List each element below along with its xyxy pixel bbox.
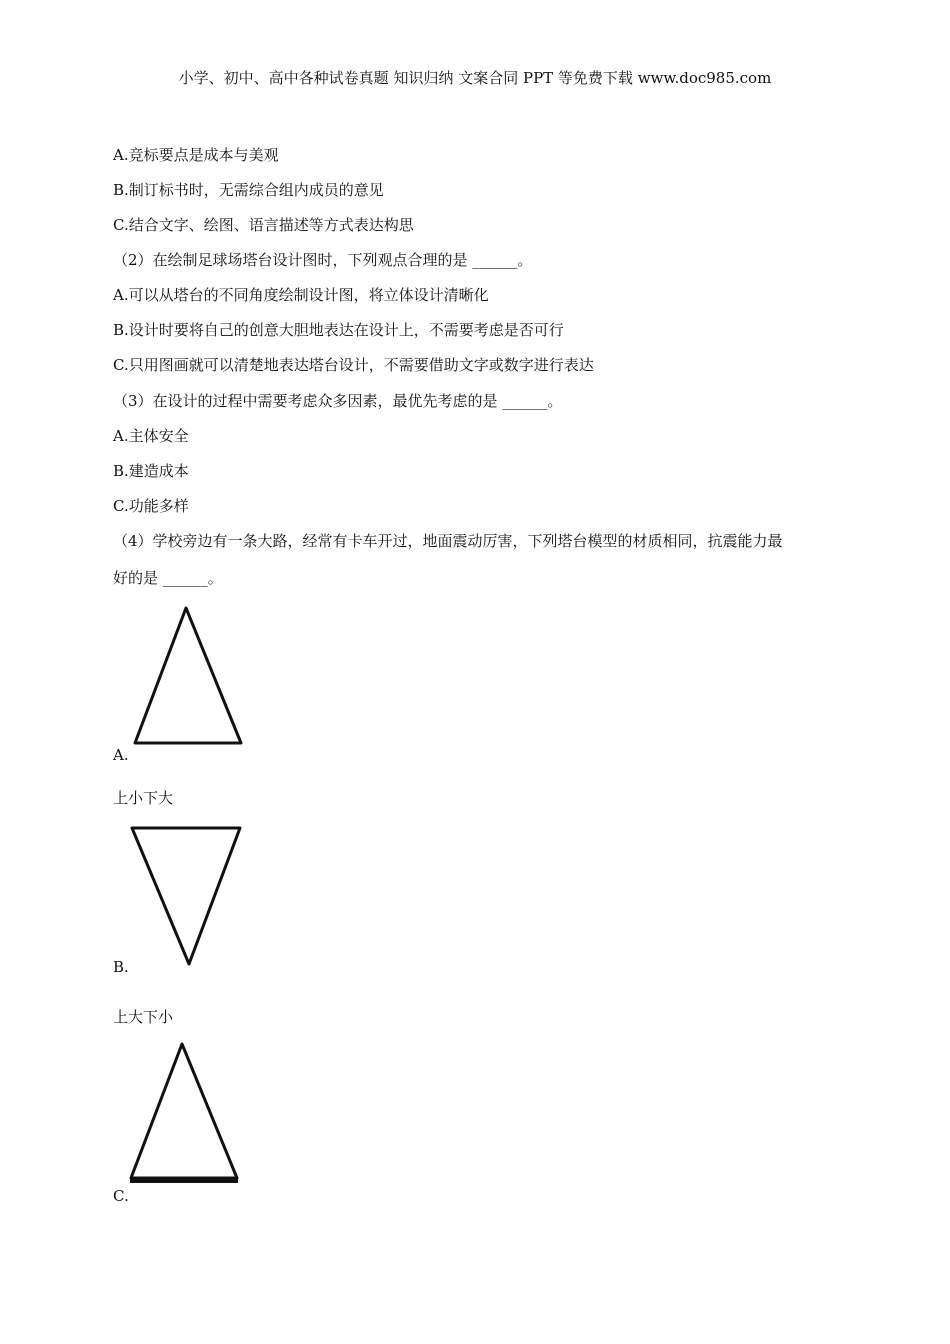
q4-option-b-caption: 上大下小 (113, 1008, 174, 1026)
q4-option-c-label: C. (113, 1187, 129, 1205)
q3-option-b: B.建造成本 (113, 462, 189, 480)
q4-stem-line1: （4）学校旁边有一条大路，经常有卡车开过，地面震动厉害，下列塔台模型的材质相同，抗震能力最 (113, 532, 783, 550)
q4-figure-a (127, 604, 249, 748)
q3-option-a: A.主体安全 (113, 427, 189, 445)
inverted-triangle-icon (127, 820, 249, 970)
q4-option-a-label: A. (113, 746, 129, 764)
q4-option-b-label: B. (113, 958, 129, 976)
q4-figure-b (127, 820, 249, 970)
q3-option-c: C.功能多样 (113, 497, 189, 515)
q4-stem-line2: 好的是 ______。 (113, 569, 223, 587)
q4-option-a-caption: 上小下大 (113, 789, 174, 807)
upright-triangle-icon (127, 604, 249, 748)
q3-stem: （3）在设计的过程中需要考虑众多因素，最优先考虑的是 ______。 (113, 392, 563, 410)
q2-option-a: A.可以从塔台的不同角度绘制设计图，将立体设计清晰化 (113, 286, 489, 304)
q1-option-a: A.竞标要点是成本与美观 (113, 146, 279, 164)
q1-option-c: C.结合文字、绘图、语言描述等方式表达构思 (113, 216, 414, 234)
q2-option-c: C.只用图画就可以清楚地表达塔台设计，不需要借助文字或数字进行表达 (113, 356, 594, 374)
q2-stem: （2）在绘制足球场塔台设计图时，下列观点合理的是 ______。 (113, 251, 533, 269)
q1-option-b: B.制订标书时，无需综合组内成员的意见 (113, 181, 384, 199)
upright-triangle-thick-base-icon (127, 1040, 249, 1190)
q4-figure-c (127, 1040, 249, 1190)
q2-option-b: B.设计时要将自己的创意大胆地表达在设计上，不需要考虑是否可行 (113, 321, 564, 339)
page-header: 小学、初中、高中各种试卷真题 知识归纳 文案合同 PPT 等免费下载 www.doc985.com (178, 69, 772, 87)
